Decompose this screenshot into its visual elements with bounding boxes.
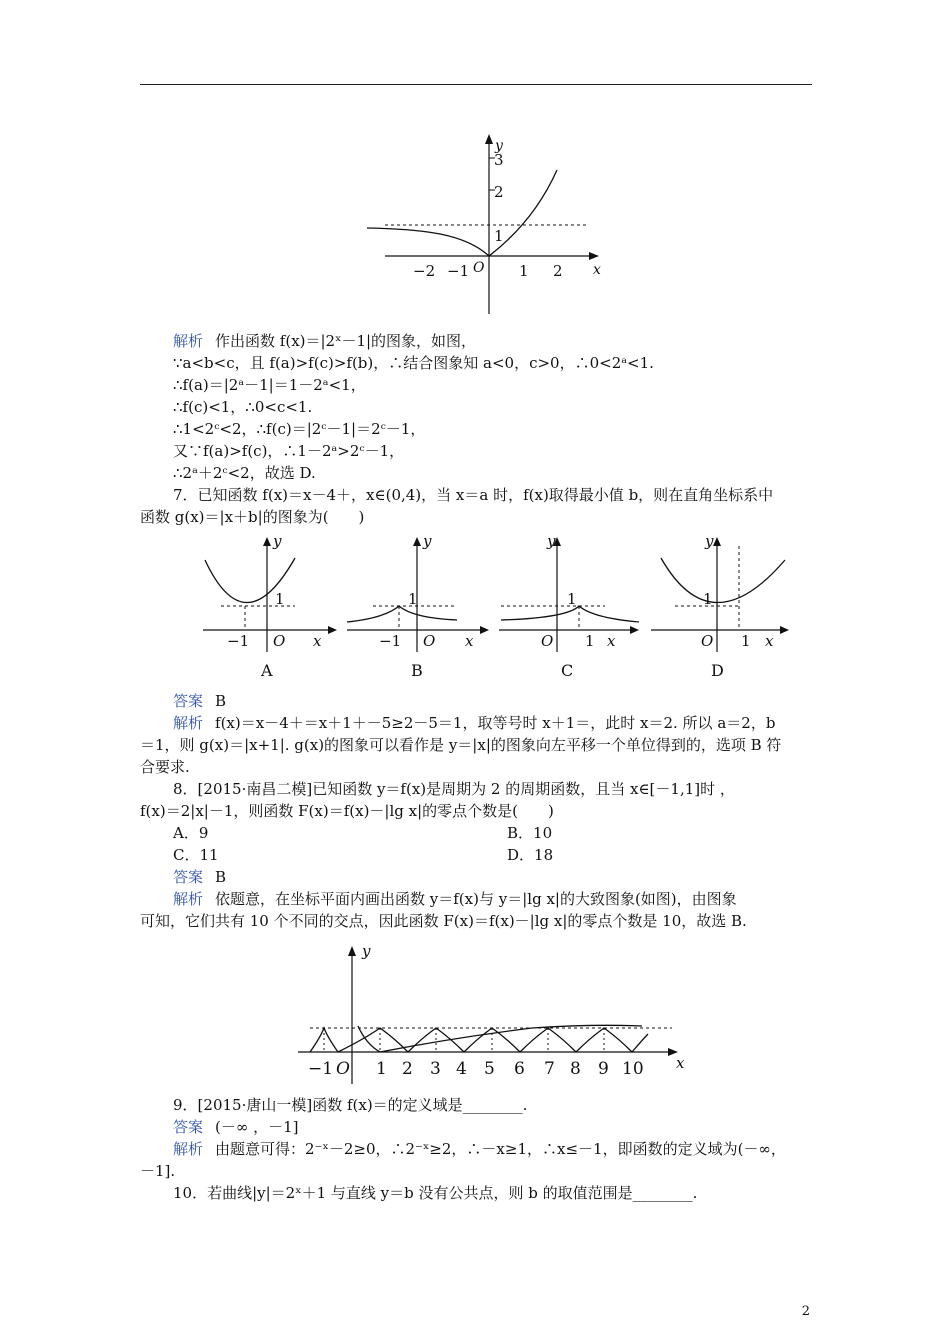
x-tick-9: 9 — [598, 1059, 609, 1079]
svg-text:x: x — [313, 632, 322, 650]
y-axis-arrow — [485, 134, 493, 144]
ans8-answer: 答案 B — [173, 868, 227, 886]
sol6-line-2: ∵a<b<c，且 f(a)>f(c)>f(b)，∴结合图象知 a<0，c>0，∴0<2ᵃ<1. — [173, 354, 654, 372]
svg-text:1: 1 — [408, 590, 418, 608]
x-axis-arrow — [589, 252, 599, 260]
svg-text:1: 1 — [703, 590, 713, 608]
option-a: A．9 — [173, 824, 209, 842]
option-d-label: D — [711, 661, 724, 680]
svg-text:x: x — [765, 632, 774, 650]
x-axis-label: x — [593, 262, 601, 278]
q8-options-row-2 — [140, 844, 845, 866]
svg-text:1: 1 — [741, 632, 751, 650]
option-d-graph — [651, 532, 789, 680]
answer-label: 答案 — [173, 1118, 204, 1136]
x-axis-label: x — [676, 1054, 685, 1072]
svg-text:1: 1 — [567, 590, 577, 608]
svg-text:x: x — [465, 632, 474, 650]
x-tick-neg2: −2 — [413, 262, 436, 280]
y-axis-label: y — [495, 138, 503, 154]
ans8-line-2: 可知，它们共有 10 个不同的交点，因此函数 F(x)＝f(x)－|lg x|的零点个数是 10，故选 B. — [140, 912, 747, 930]
svg-text:−1: −1 — [227, 632, 250, 650]
svg-text:O: O — [701, 632, 714, 650]
x-tick-neg1: −1 — [308, 1059, 334, 1079]
header-rule — [140, 84, 812, 85]
sol6-line-7: ∴2ᵃ＋2ᶜ<2，故选 D. — [173, 464, 316, 482]
option-c: C．11 — [173, 846, 219, 864]
solution-label: 解析 — [173, 332, 204, 350]
solution-label: 解析 — [173, 890, 204, 908]
q7-line-1: 7．已知函数 f(x)＝x－4＋，x∈(0,4)，当 x＝a 时，f(x)取得最小值 b，则在直角坐标系中 — [173, 486, 774, 504]
option-a-label: A — [261, 661, 273, 680]
x-tick-1: 1 — [519, 262, 529, 280]
svg-text:O: O — [273, 632, 286, 650]
origin-label: O — [473, 260, 485, 276]
log-curve — [358, 1025, 642, 1052]
option-d: D．18 — [507, 846, 554, 864]
x-tick-10: 10 — [622, 1059, 644, 1079]
svg-text:O: O — [541, 632, 554, 650]
ans7-answer: 答案 B — [173, 692, 227, 710]
q10-line-1: 10．若曲线|y|＝2ˣ＋1 与直线 y＝b 没有公共点，则 b 的取值范围是________. — [173, 1184, 698, 1202]
svg-text:1: 1 — [585, 632, 595, 650]
sol6-line-5: ∴1<2ᶜ<2，∴f(c)＝|2ᶜ－1|＝2ᶜ－1， — [173, 420, 426, 438]
svg-text:O: O — [423, 632, 436, 650]
svg-text:y: y — [273, 532, 282, 550]
x-tick-8: 8 — [570, 1059, 581, 1079]
ans7-line-3: 合要求. — [140, 758, 190, 776]
svg-text:−1: −1 — [379, 632, 402, 650]
answer-label: 答案 — [173, 868, 204, 886]
figure-abs-exponential — [355, 128, 615, 318]
ans7-line-2: ＝1，则 g(x)＝|x+1|. g(x)的图象可以看作是 y＝|x|的图象向左平移一个单位得到的，选项 B 符 — [140, 736, 782, 754]
svg-text:x: x — [607, 632, 616, 650]
x-tick-neg1: −1 — [447, 262, 470, 280]
q9-answer: 答案 (－∞ ，－1] — [173, 1118, 299, 1136]
option-b-graph — [347, 532, 489, 680]
solution-label: 解析 — [173, 714, 204, 732]
svg-text:y: y — [423, 532, 432, 550]
sol6-line-1: 解析 作出函数 f(x)＝|2ˣ－1|的图象，如图， — [173, 332, 477, 350]
q7-line-2: 函数 g(x)＝|x＋b|的图象为( ) — [140, 508, 365, 526]
q9-solution-2: －1]. — [140, 1162, 176, 1180]
curve-left-branch — [367, 228, 489, 256]
option-b-label: B — [411, 661, 423, 680]
svg-text:1: 1 — [275, 590, 285, 608]
x-tick-5: 5 — [484, 1059, 495, 1079]
y-tick-2: 2 — [494, 183, 504, 201]
svg-text:y: y — [547, 532, 556, 550]
x-tick-3: 3 — [430, 1059, 441, 1079]
x-tick-2: 2 — [402, 1059, 413, 1079]
ans8-line-1: 解析 依题意，在坐标平面内画出函数 y＝f(x)与 y＝|lg x|的大致图象(如图)，由图象 — [173, 890, 737, 908]
x-tick-1: 1 — [376, 1059, 387, 1079]
q9-line-1: 9．[2015·唐山一模]函数 f(x)＝的定义域是________. — [173, 1096, 528, 1114]
origin-label: O — [336, 1059, 350, 1079]
q8-line-2: f(x)＝2|x|－1，则函数 F(x)＝f(x)－|lg x|的零点个数是( ) — [140, 802, 554, 820]
figure-periodic-vs-log — [292, 938, 692, 1088]
solution-label: 解析 — [173, 1140, 204, 1158]
page-number: 2 — [801, 1304, 810, 1319]
sol6-line-3: ∴f(a)＝|2ᵃ－1|＝1－2ᵃ<1， — [173, 376, 366, 394]
option-c-label: C — [561, 661, 574, 680]
option-b: B．10 — [507, 824, 553, 842]
option-a-graph — [203, 532, 337, 680]
y-tick-1: 1 — [494, 227, 504, 245]
q9-solution-1: 解析 由题意可得：2⁻ˣ－2≥0，∴2⁻ˣ≥2，∴－x≥1，∴x≤－1，即函数的定义域为(－∞， — [173, 1140, 786, 1158]
x-tick-6: 6 — [514, 1059, 525, 1079]
x-tick-2: 2 — [553, 262, 563, 280]
x-tick-7: 7 — [544, 1059, 555, 1079]
option-c-graph — [499, 532, 639, 680]
y-tick-3: 3 — [494, 151, 504, 169]
sol6-line-4: ∴f(c)<1，∴0<c<1. — [173, 398, 313, 416]
x-tick-4: 4 — [456, 1059, 467, 1079]
y-axis-label: y — [362, 942, 371, 960]
option-figures — [195, 534, 795, 684]
ans7-line-1: 解析 f(x)＝x－4＋＝x＋1＋－5≥2－5＝1，取等号时 x＋1＝，此时 x＝2. 所以 a＝2，b — [173, 714, 776, 732]
svg-text:y: y — [705, 532, 714, 550]
q8-options-row-1 — [140, 822, 845, 844]
q8-line-1: 8．[2015·南昌二模]已知函数 y＝f(x)是周期为 2 的周期函数，且当 x∈[－1,1]时 ， — [173, 780, 735, 798]
y-axis-arrow — [348, 946, 356, 956]
sol6-line-6: 又∵f(a)>f(c)，∴1－2ᵃ>2ᶜ－1， — [173, 442, 405, 460]
answer-label: 答案 — [173, 692, 204, 710]
